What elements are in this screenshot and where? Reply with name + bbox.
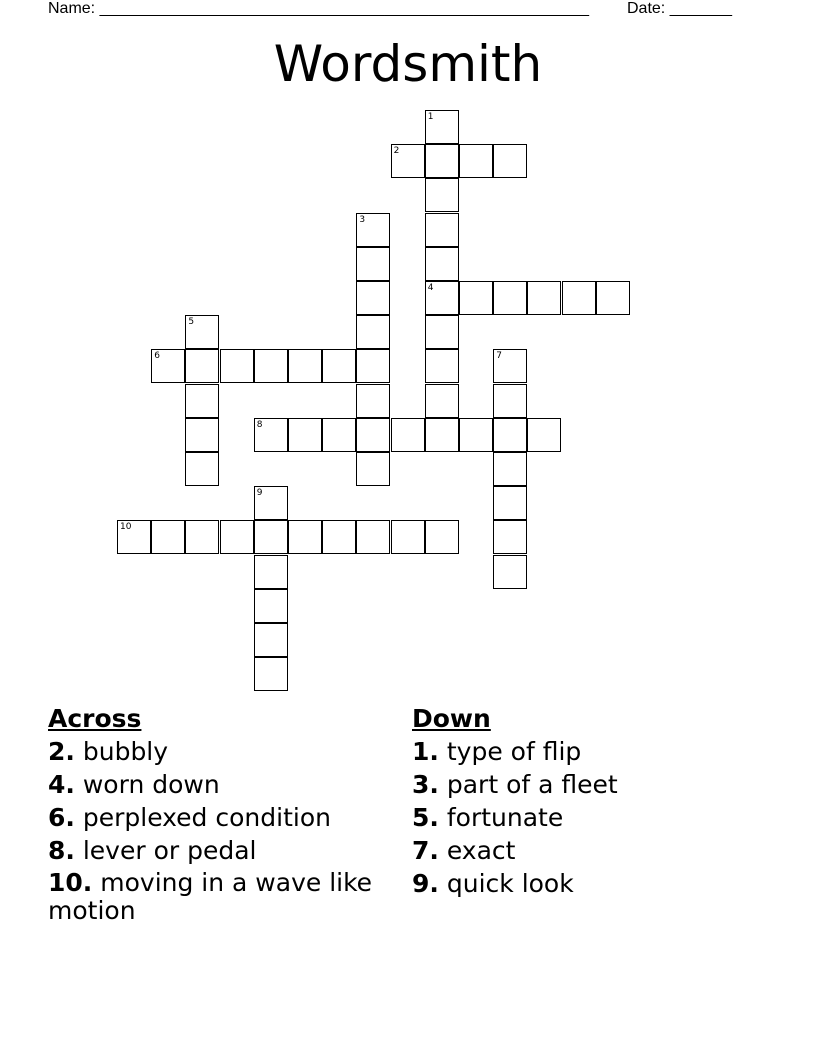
grid-cell[interactable] <box>288 520 322 554</box>
grid-cell[interactable] <box>425 247 459 281</box>
clue-number-label: 9 <box>256 488 263 499</box>
clue-number: 8. <box>48 836 75 865</box>
grid-cell[interactable] <box>254 486 288 520</box>
grid-cell[interactable] <box>185 418 219 452</box>
grid-cell[interactable] <box>356 349 390 383</box>
clue-number-label: 6 <box>154 351 160 362</box>
grid-cell[interactable] <box>425 144 459 178</box>
grid-cell[interactable] <box>493 555 527 589</box>
clue-number: 10. <box>48 868 93 897</box>
grid-cell[interactable] <box>185 520 219 554</box>
page-title: Wordsmith <box>273 35 543 93</box>
grid-cell[interactable] <box>220 349 254 383</box>
grid-cell[interactable] <box>425 520 459 554</box>
grid-cell[interactable] <box>493 144 527 178</box>
grid-cell[interactable] <box>425 178 459 212</box>
grid-cell[interactable] <box>356 247 390 281</box>
grid-cell[interactable] <box>596 281 630 315</box>
grid-cell[interactable] <box>493 418 527 452</box>
grid-cell[interactable] <box>288 418 322 452</box>
grid-cell[interactable] <box>425 349 459 383</box>
grid-cell[interactable] <box>391 520 425 554</box>
grid-cell[interactable] <box>356 520 390 554</box>
clue-text: worn down <box>82 770 220 799</box>
grid-cell[interactable] <box>151 520 185 554</box>
date-line[interactable]: _______ <box>669 0 732 17</box>
clue-text: part of a fleet <box>446 770 618 799</box>
date-label: Date: <box>627 0 666 17</box>
grid-cell[interactable] <box>117 520 151 554</box>
clue-text: perplexed condition <box>82 803 331 832</box>
clue-number-label: 3 <box>359 214 366 225</box>
clue-text: quick look <box>446 869 574 898</box>
grid-cell[interactable] <box>459 418 493 452</box>
clue-number: 6. <box>48 803 75 832</box>
clue-number: 1. <box>412 737 439 766</box>
clue-number: 7. <box>412 836 439 865</box>
name-line[interactable]: _______________________________________________________ <box>99 0 589 17</box>
grid-cell[interactable] <box>356 281 390 315</box>
down-heading: Down <box>412 704 491 733</box>
down-clues <box>412 702 772 900</box>
grid-cell[interactable] <box>288 349 322 383</box>
clue-number: 5. <box>412 803 439 832</box>
clue-number-label: 8 <box>256 419 263 430</box>
grid-cell[interactable] <box>459 281 493 315</box>
grid-cell[interactable] <box>527 281 561 315</box>
grid-cell[interactable] <box>254 657 288 691</box>
clue-down-7 <box>412 834 772 867</box>
clue-text: bubbly <box>82 737 169 766</box>
clue-number-label: 7 <box>496 351 502 362</box>
grid-cell[interactable] <box>391 418 425 452</box>
grid-cell[interactable] <box>254 623 288 657</box>
grid-cell[interactable] <box>425 213 459 247</box>
grid-cell[interactable] <box>322 520 356 554</box>
clue-across-6 <box>48 801 393 834</box>
grid-cell[interactable] <box>425 315 459 349</box>
grid-cell[interactable] <box>356 452 390 486</box>
grid-cell[interactable] <box>493 486 527 520</box>
clue-text: moving in a wave like motion <box>48 868 373 925</box>
clue-text: type of flip <box>446 737 582 766</box>
grid-cell[interactable] <box>493 384 527 418</box>
clue-across-4 <box>48 768 393 801</box>
grid-cell[interactable] <box>356 418 390 452</box>
clue-number-label: 5 <box>188 317 195 328</box>
grid-cell[interactable] <box>562 281 596 315</box>
clue-down-1 <box>412 735 772 768</box>
grid-cell[interactable] <box>254 418 288 452</box>
grid-cell[interactable] <box>493 520 527 554</box>
clue-down-5 <box>412 801 772 834</box>
grid-cell[interactable] <box>254 555 288 589</box>
grid-cell[interactable] <box>425 281 459 315</box>
clue-across-8 <box>48 834 393 867</box>
clue-number-label: 10 <box>120 522 132 533</box>
grid-cell[interactable] <box>254 349 288 383</box>
clue-down-3 <box>412 768 772 801</box>
grid-cell[interactable] <box>493 349 527 383</box>
clue-number: 9. <box>412 869 439 898</box>
clue-number-label: 2 <box>393 146 400 157</box>
grid-cell[interactable] <box>425 110 459 144</box>
clue-across-10 <box>48 869 393 925</box>
grid-cell[interactable] <box>322 418 356 452</box>
grid-cell[interactable] <box>356 315 390 349</box>
grid-cell[interactable] <box>254 589 288 623</box>
clue-across-2 <box>48 735 393 768</box>
grid-cell[interactable] <box>185 349 219 383</box>
grid-cell[interactable] <box>151 349 185 383</box>
grid-cell[interactable] <box>356 384 390 418</box>
name-label: Name: <box>48 0 96 17</box>
grid-cell[interactable] <box>356 213 390 247</box>
grid-cell[interactable] <box>185 452 219 486</box>
grid-cell[interactable] <box>254 520 288 554</box>
across-clues <box>48 702 393 925</box>
clue-down-9 <box>412 867 772 900</box>
clue-number: 3. <box>412 770 439 799</box>
grid-cell[interactable] <box>425 418 459 452</box>
grid-cell[interactable] <box>185 384 219 418</box>
grid-cell[interactable] <box>493 452 527 486</box>
clue-number-label: 4 <box>427 283 434 293</box>
clue-number: 4. <box>48 770 75 799</box>
clue-text: fortunate <box>446 803 564 832</box>
grid-cell[interactable] <box>391 144 425 178</box>
clue-number: 2. <box>48 737 75 766</box>
grid-cell[interactable] <box>527 418 561 452</box>
across-heading: Across <box>48 704 142 733</box>
grid-cell[interactable] <box>322 349 356 383</box>
grid-cell[interactable] <box>185 315 219 349</box>
clue-text: lever or pedal <box>82 836 257 865</box>
grid-cell[interactable] <box>493 281 527 315</box>
clue-number-label: 1 <box>427 112 434 122</box>
clue-text: exact <box>446 836 516 865</box>
grid-cell[interactable] <box>459 144 493 178</box>
grid-cell[interactable] <box>220 520 254 554</box>
grid-cell[interactable] <box>425 384 459 418</box>
